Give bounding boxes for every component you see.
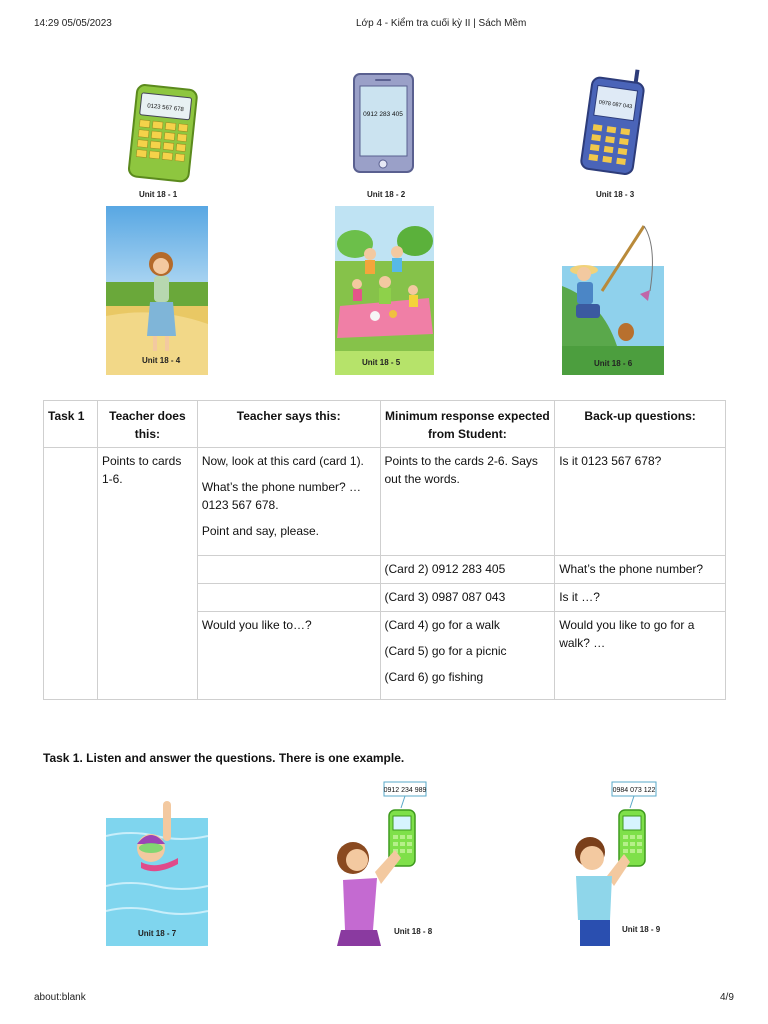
print-page-number: 4/9 bbox=[720, 992, 734, 1003]
table-row bbox=[44, 448, 726, 556]
teacher-does-cell: Points to cards 1-6. bbox=[97, 448, 197, 700]
response-cell: (Card 2) 0912 283 405 bbox=[380, 556, 555, 584]
girl-holding-phone-illustration bbox=[335, 780, 435, 946]
header-task: Task 1 bbox=[44, 401, 98, 448]
response-line: (Card 4) go for a walk bbox=[384, 618, 500, 632]
header-min-response: Minimum response expected from Student: bbox=[380, 401, 555, 448]
card-unit-18-6 bbox=[562, 206, 664, 375]
card-unit-18-8 bbox=[335, 780, 435, 946]
card-caption: Unit 18 - 9 bbox=[622, 925, 661, 934]
smartphone-icon bbox=[335, 42, 435, 204]
task-table bbox=[43, 400, 726, 700]
phone-number-8: 0912 234 989 bbox=[383, 787, 427, 794]
print-title: Lớp 4 - Kiểm tra cuối kỳ II | Sách Mềm bbox=[356, 18, 527, 29]
phone-number-3: 0978 087 043 bbox=[598, 99, 633, 111]
card-caption: Unit 18 - 6 bbox=[594, 359, 633, 368]
teacher-says-cell bbox=[197, 584, 380, 612]
card-caption: Unit 18 - 4 bbox=[142, 356, 181, 365]
calculator-phone-icon bbox=[107, 42, 207, 204]
teacher-says-cell: Would you like to…? bbox=[197, 612, 380, 700]
card-unit-18-3 bbox=[564, 42, 664, 204]
response-line: (Card 6) go fishing bbox=[384, 670, 484, 684]
teacher-says-cell bbox=[197, 448, 380, 556]
card-unit-18-9 bbox=[562, 780, 664, 946]
boy-holding-phone-illustration bbox=[562, 780, 664, 946]
header-backup-questions: Back-up questions: bbox=[555, 401, 726, 448]
card-unit-18-1 bbox=[107, 42, 207, 204]
phone-number-2: 0912 283 405 bbox=[363, 111, 403, 118]
backup-cell: Is it …? bbox=[555, 584, 726, 612]
response-cell bbox=[380, 612, 555, 700]
print-datetime: 14:29 05/05/2023 bbox=[34, 18, 112, 29]
response-cell: (Card 3) 0987 087 043 bbox=[380, 584, 555, 612]
header-teacher-says: Teacher says this: bbox=[197, 401, 380, 448]
response-line: (Card 5) go for a picnic bbox=[384, 644, 507, 658]
card-caption: Unit 18 - 3 bbox=[596, 190, 635, 199]
card-caption: Unit 18 - 5 bbox=[362, 358, 401, 367]
teacher-says-line: What’s the phone number? … 0123 567 678. bbox=[201, 480, 362, 512]
backup-cell: Is it 0123 567 678? bbox=[555, 448, 726, 556]
response-cell: Points to the cards 2-6. Says out the words. bbox=[380, 448, 555, 556]
print-url: about:blank bbox=[34, 992, 86, 1003]
task-cell bbox=[44, 448, 98, 700]
swimming-girl-illustration bbox=[106, 796, 208, 946]
fishing-illustration bbox=[562, 206, 664, 375]
phone-number-9: 0984 073 122 bbox=[612, 787, 656, 794]
girl-walking-illustration bbox=[106, 206, 208, 375]
card-caption: Unit 18 - 1 bbox=[139, 190, 178, 199]
backup-cell: What’s the phone number? bbox=[555, 556, 726, 584]
task-1-title: Task 1. Listen and answer the questions. There is one example. bbox=[43, 751, 405, 765]
backup-cell: Would you like to go for a walk? … bbox=[555, 612, 726, 700]
card-unit-18-4 bbox=[106, 206, 208, 375]
teacher-says-cell bbox=[197, 556, 380, 584]
card-caption: Unit 18 - 2 bbox=[367, 190, 406, 199]
teacher-says-line: Now, look at this card (card 1). bbox=[201, 454, 364, 468]
card-unit-18-5 bbox=[335, 206, 434, 375]
table-header-row bbox=[44, 401, 726, 448]
picnic-illustration bbox=[335, 206, 434, 375]
phone-number-1: 0123 567 678 bbox=[146, 103, 185, 114]
header-teacher-does: Teacher does this: bbox=[97, 401, 197, 448]
card-unit-18-2 bbox=[335, 42, 435, 204]
teacher-says-line: Point and say, please. bbox=[201, 524, 320, 538]
card-caption: Unit 18 - 8 bbox=[394, 927, 433, 936]
mobile-phone-icon bbox=[564, 42, 664, 204]
card-caption: Unit 18 - 7 bbox=[138, 929, 177, 938]
card-unit-18-7 bbox=[106, 796, 208, 946]
